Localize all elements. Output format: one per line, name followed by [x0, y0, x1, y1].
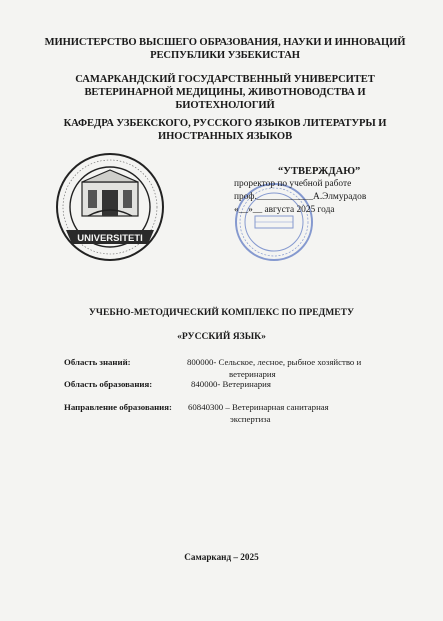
field-value: 800000- Сельское, лесное, рыбное хозяйство и ветеринария: [187, 357, 362, 379]
field-value: 60840300 – Ветеринарная санитарная экспертиза: [188, 402, 329, 424]
field-value: 840000- Ветеринария: [191, 379, 271, 389]
department-heading: КАФЕДРА УЗБЕКСКОГО, РУССКОГО ЯЗЫКОВ ЛИТЕРАТУРЫ И ИНОСТРАННЫХ ЯЗЫКОВ: [63, 118, 387, 142]
university-logo: [52, 152, 168, 266]
approval-title: “УТВЕРЖДАЮ”: [278, 166, 361, 177]
approval-position: проректор по учебной работе: [234, 179, 352, 189]
field-label: Область образования:: [64, 379, 153, 389]
approval-date: «__»__ августа 2025 года: [234, 205, 335, 215]
field-label: Направление образования:: [64, 402, 172, 412]
field-label: Область знаний:: [64, 357, 131, 367]
subject-title: «РУССКИЙ ЯЗЫК»: [177, 331, 266, 342]
footer-city-year: Самарканд – 2025: [184, 552, 259, 562]
approval-signature: проф.____________А.Элмурадов: [234, 192, 367, 202]
logo-banner-text: UNIVERSITETI: [77, 233, 143, 244]
complex-title: УЧЕБНО-МЕТОДИЧЕСКИЙ КОМПЛЕКС ПО ПРЕДМЕТУ: [88, 307, 355, 318]
university-heading: САМАРКАНДСКИЙ ГОСУДАРСТВЕННЫЙ УНИВЕРСИТЕТ ВЕТЕРИНАРНОЙ МЕДИЦИНЫ, ЖИВОТНОВОДСТВА И БИОТЕХНОЛОГИЙ: [75, 74, 375, 111]
ministry-heading: МИНИСТЕРСТВО ВЫСШЕГО ОБРАЗОВАНИЯ, НАУКИ И ИННОВАЦИЙ РЕСПУБЛИКИ УЗБЕКИСТАН: [44, 37, 406, 61]
approval-block: [234, 165, 424, 217]
